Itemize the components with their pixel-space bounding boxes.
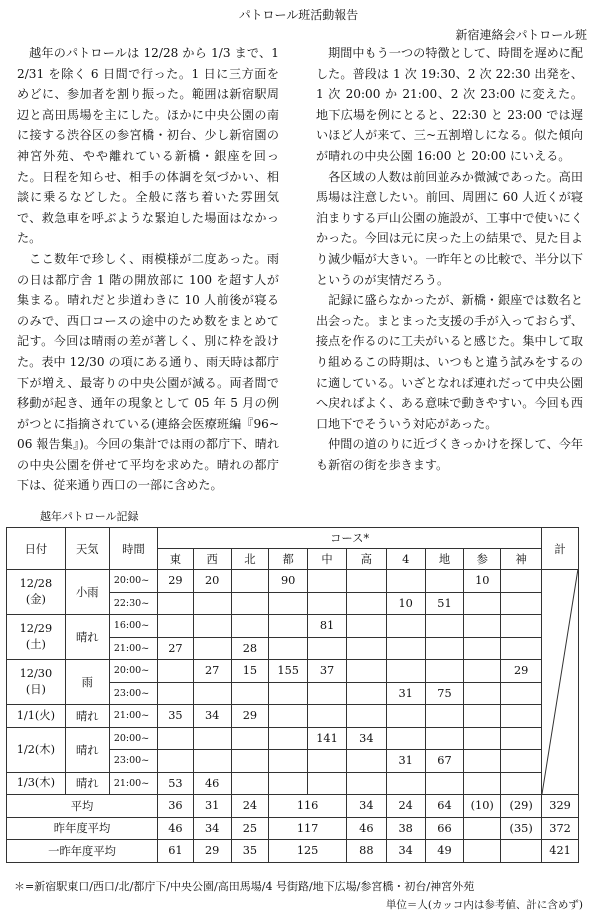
count-cell — [501, 727, 542, 750]
summary-value: 125 — [269, 840, 347, 863]
count-cell: 20 — [193, 570, 231, 593]
count-cell — [501, 772, 542, 795]
summary-value: 34 — [386, 840, 425, 863]
count-cell — [425, 615, 464, 638]
count-cell — [501, 682, 542, 705]
paragraph: 期間中もう一つの特徴として、時間を遅めに配した。普段は 1 次 19:30、2 次 22:30 出発を、1 次 20:00 か 21:00、2 次 23:00 に変えた。地下広場を例にとると、22:30 と 23:00 では遅いほど人が来て、三~五割増しになる。似た傾向が晴れの中央公園 16:00 と 20:00 にいえる。 — [316, 46, 583, 163]
count-cell — [308, 682, 347, 705]
summary-value: (29) — [501, 795, 542, 818]
summary-value: 24 — [386, 795, 425, 818]
count-cell — [231, 570, 269, 593]
count-cell — [231, 615, 269, 638]
count-cell: 10 — [464, 570, 501, 593]
summary-total: 329 — [542, 795, 579, 818]
count-cell — [346, 682, 386, 705]
count-cell — [193, 750, 231, 773]
table-row — [7, 705, 579, 728]
paragraph: 記録に盛らなかったが、新橋・銀座では数名と出会った。まとまった支援の手が入っておらず、接点を作るのに工夫がいると感じた。集中して取り組めるこの時期は、いつもと違う試みをするのに適している。いざとなれば連れだって中央公園へ戻ればよく、ある意味で動きやすい。今回も西口地下でそういう対応があった。 — [316, 293, 583, 431]
course-header-cell: 神 — [501, 549, 542, 570]
count-cell — [231, 682, 269, 705]
count-cell — [346, 660, 386, 683]
course-header-cell: 東 — [158, 549, 194, 570]
count-cell — [501, 637, 542, 660]
count-cell: 155 — [269, 660, 308, 683]
date-text: 12/30 — [19, 667, 53, 680]
count-cell: 29 — [231, 705, 269, 728]
course-header-cell: 北 — [231, 549, 269, 570]
diagonal-slash — [542, 570, 578, 794]
count-cell — [308, 750, 347, 773]
table-row — [7, 772, 579, 795]
count-cell — [231, 772, 269, 795]
count-cell — [193, 637, 231, 660]
count-cell — [346, 637, 386, 660]
summary-row — [7, 817, 579, 840]
count-cell — [346, 570, 386, 593]
count-cell: 29 — [501, 660, 542, 683]
summary-total: 372 — [542, 817, 579, 840]
course-header-cell: 中 — [308, 549, 347, 570]
count-cell — [425, 705, 464, 728]
count-cell — [193, 592, 231, 615]
weekday-text: (土) — [25, 638, 46, 651]
count-cell — [386, 615, 425, 638]
count-cell: 27 — [193, 660, 231, 683]
paragraph: 越年のパトロールは 12/28 から 1/3 まで、12/31 を除く 6 日間で行った。1 日に三方面をめどに、参加者を割り振った。範囲は新宿駅周辺と高田馬場を主にした。ほかに中央公園の南に接する渋谷区の参宮橋・初台、少し新宿園の神宮外苑、やや離れている新橋・銀座を回った。日程を知らせ、相手の体調を気づかい、相談に乗るなどした。全般に落ち着いた雰囲気で、救急車を呼ぶような緊迫した場面はなかった。 — [17, 46, 279, 246]
summary-value: 66 — [425, 817, 464, 840]
count-cell: 67 — [425, 750, 464, 773]
time-cell: 20:00~ — [109, 660, 157, 683]
summary-value: 46 — [158, 817, 194, 840]
summary-value — [464, 817, 501, 840]
count-cell: 34 — [193, 705, 231, 728]
count-cell — [386, 660, 425, 683]
count-cell — [425, 772, 464, 795]
count-cell: 29 — [158, 570, 194, 593]
count-cell: 27 — [158, 637, 194, 660]
summary-value: 35 — [231, 840, 269, 863]
summary-label: 平均 — [7, 795, 158, 818]
table-row — [7, 660, 579, 683]
summary-value: 25 — [231, 817, 269, 840]
count-cell — [231, 750, 269, 773]
count-cell: 51 — [425, 592, 464, 615]
count-cell — [158, 592, 194, 615]
diagonal-line — [542, 570, 578, 794]
count-cell — [158, 615, 194, 638]
count-cell — [308, 592, 347, 615]
summary-label: 昨年度平均 — [7, 817, 158, 840]
count-cell — [158, 660, 194, 683]
course-header-cell: 4 — [386, 549, 425, 570]
count-cell — [346, 592, 386, 615]
count-cell: 75 — [425, 682, 464, 705]
count-cell — [464, 660, 501, 683]
patrol-record-table — [6, 527, 579, 863]
count-cell — [158, 682, 194, 705]
count-cell — [269, 637, 308, 660]
weather-cell: 晴れ — [65, 615, 109, 660]
count-cell — [464, 682, 501, 705]
date-text: 1/3(木) — [16, 776, 56, 790]
count-cell — [231, 727, 269, 750]
count-cell — [425, 727, 464, 750]
course-header-cell: 参 — [464, 549, 501, 570]
count-cell — [308, 705, 347, 728]
date-cell — [7, 615, 66, 660]
count-cell — [501, 570, 542, 593]
summary-row — [7, 795, 579, 818]
weather-cell: 雨 — [65, 660, 109, 705]
count-cell: 35 — [158, 705, 194, 728]
paragraph: 各区域の人数は前回並みか微減であった。高田馬場は注意したい。前回、周囲に 60 人近くが寝泊まりする戸山公園の施設が、工事中で使いにくかった。今回は元に戻った上の結果で、見た目より減少幅が大きい。一昨年との比較で、半分以下というのが実情だろう。 — [316, 169, 583, 287]
time-cell: 20:00~ — [109, 570, 157, 593]
date-cell — [7, 660, 66, 705]
total-cell-blank — [542, 570, 579, 795]
summary-row — [7, 840, 579, 863]
count-cell — [269, 592, 308, 615]
count-cell — [425, 660, 464, 683]
summary-value: (35) — [501, 817, 542, 840]
time-cell: 21:00~ — [109, 705, 157, 728]
count-cell — [346, 772, 386, 795]
date-text: 1/1(火) — [16, 708, 56, 722]
summary-value: 31 — [193, 795, 231, 818]
count-cell — [346, 615, 386, 638]
summary-value — [464, 840, 501, 863]
summary-value: 61 — [158, 840, 194, 863]
count-cell: 37 — [308, 660, 347, 683]
header-weather: 天気 — [65, 528, 109, 570]
summary-value: 24 — [231, 795, 269, 818]
table-caption: 越年パトロール記録 — [40, 510, 139, 523]
count-cell — [501, 592, 542, 615]
count-cell — [269, 705, 308, 728]
date-cell — [7, 772, 66, 795]
count-cell — [346, 750, 386, 773]
count-cell — [464, 750, 501, 773]
time-cell: 21:00~ — [109, 637, 157, 660]
time-cell: 22:30~ — [109, 592, 157, 615]
table-row — [7, 727, 579, 750]
count-cell: 141 — [308, 727, 347, 750]
count-cell — [158, 727, 194, 750]
course-header-cell: 西 — [193, 549, 231, 570]
summary-value: 88 — [346, 840, 386, 863]
count-cell — [425, 637, 464, 660]
course-header-cell: 地 — [425, 549, 464, 570]
date-cell — [7, 727, 66, 772]
header-total: 計 — [542, 528, 579, 570]
table-row — [7, 570, 579, 593]
weather-cell: 晴れ — [65, 705, 109, 728]
count-cell — [269, 772, 308, 795]
count-cell — [346, 705, 386, 728]
summary-label: 一昨年度平均 — [7, 840, 158, 863]
count-cell — [464, 772, 501, 795]
summary-value: 36 — [158, 795, 194, 818]
header-date: 日付 — [7, 528, 66, 570]
article-right-column — [316, 43, 583, 475]
summary-value: 29 — [193, 840, 231, 863]
summary-value: 34 — [193, 817, 231, 840]
count-cell — [269, 750, 308, 773]
paragraph: 仲間の道のりに近づくきっかけを探して、今年も新宿の街を歩きます。 — [316, 437, 583, 472]
count-cell — [386, 637, 425, 660]
count-cell — [386, 570, 425, 593]
weather-cell: 晴れ — [65, 727, 109, 772]
weather-cell: 晴れ — [65, 772, 109, 795]
count-cell — [158, 750, 194, 773]
date-text: 12/28 — [19, 577, 53, 590]
count-cell — [193, 615, 231, 638]
table-row — [7, 615, 579, 638]
count-cell — [464, 615, 501, 638]
date-text: 12/29 — [19, 622, 53, 635]
count-cell — [464, 592, 501, 615]
count-cell: 31 — [386, 750, 425, 773]
count-cell — [386, 705, 425, 728]
weekday-text: (金) — [25, 593, 46, 606]
date-cell — [7, 570, 66, 615]
summary-value: 64 — [425, 795, 464, 818]
date-text: 1/2(木) — [16, 742, 56, 756]
count-cell — [464, 705, 501, 728]
count-cell — [464, 637, 501, 660]
summary-value: 117 — [269, 817, 347, 840]
count-cell: 10 — [386, 592, 425, 615]
count-cell — [386, 727, 425, 750]
count-cell — [386, 772, 425, 795]
course-header-cell: 都 — [269, 549, 308, 570]
count-cell: 34 — [346, 727, 386, 750]
count-cell — [231, 592, 269, 615]
report-organization: 新宿連絡会パトロール班 — [455, 28, 587, 42]
time-cell: 20:00~ — [109, 727, 157, 750]
time-cell: 23:00~ — [109, 750, 157, 773]
count-cell: 28 — [231, 637, 269, 660]
count-cell — [269, 615, 308, 638]
weather-cell: 小雨 — [65, 570, 109, 615]
weekday-text: (日) — [25, 683, 46, 696]
summary-total: 421 — [542, 840, 579, 863]
count-cell: 53 — [158, 772, 194, 795]
count-cell: 81 — [308, 615, 347, 638]
time-cell: 21:00~ — [109, 772, 157, 795]
summary-value: 49 — [425, 840, 464, 863]
count-cell — [425, 570, 464, 593]
report-title: パトロール班活動報告 — [238, 8, 359, 22]
header-time: 時間 — [109, 528, 157, 570]
count-cell — [464, 727, 501, 750]
time-cell: 23:00~ — [109, 682, 157, 705]
count-cell: 90 — [269, 570, 308, 593]
paragraph: ここ数年で珍しく、雨模様が二度あった。雨の日は都庁舎 1 階の開放部に 100 を超す人が集まる。晴れだと歩道わきに 10 人前後が寝るのみで、西口コースの途中のため数をまとめて記す。今回は晴雨の差が著しく、別に枠を設けた。表中 12/30 の項にある通り、雨天時は都庁下が増え、最寄りの中央公園が減る。両者間で移動が起き、通年の現象として 05 年 5 月の例がつとに指摘されている(連絡会医療班編『96~06 報告集』)。今回の集計では雨の都庁下、晴れの中央公園を併せて平均を求めた。晴れの都庁下は、従来通り西口の一部に含めた。 — [17, 251, 279, 493]
count-cell: 15 — [231, 660, 269, 683]
table-unit-note: 単位＝人(カッコ内は参考値、計に含めず) — [385, 899, 583, 911]
count-cell — [308, 637, 347, 660]
count-cell — [501, 615, 542, 638]
summary-value: 46 — [346, 817, 386, 840]
count-cell — [501, 750, 542, 773]
count-cell: 31 — [386, 682, 425, 705]
count-cell — [269, 727, 308, 750]
count-cell — [308, 772, 347, 795]
table-footnote: ＊=新宿駅東口/西口/北/都庁下/中央公園/高田馬場/4 号街路/地下広場/参宮橋・初台/神宮外苑 — [14, 880, 475, 893]
count-cell: 46 — [193, 772, 231, 795]
time-cell: 16:00~ — [109, 615, 157, 638]
count-cell — [193, 682, 231, 705]
date-cell — [7, 705, 66, 728]
count-cell — [501, 705, 542, 728]
count-cell — [308, 570, 347, 593]
header-course: コース* — [158, 528, 542, 549]
summary-value: 116 — [269, 795, 347, 818]
article-left-column — [17, 43, 279, 496]
summary-value — [501, 840, 542, 863]
summary-value: 38 — [386, 817, 425, 840]
course-header-cell: 高 — [346, 549, 386, 570]
count-cell — [193, 727, 231, 750]
summary-value: (10) — [464, 795, 501, 818]
summary-value: 34 — [346, 795, 386, 818]
count-cell — [269, 682, 308, 705]
